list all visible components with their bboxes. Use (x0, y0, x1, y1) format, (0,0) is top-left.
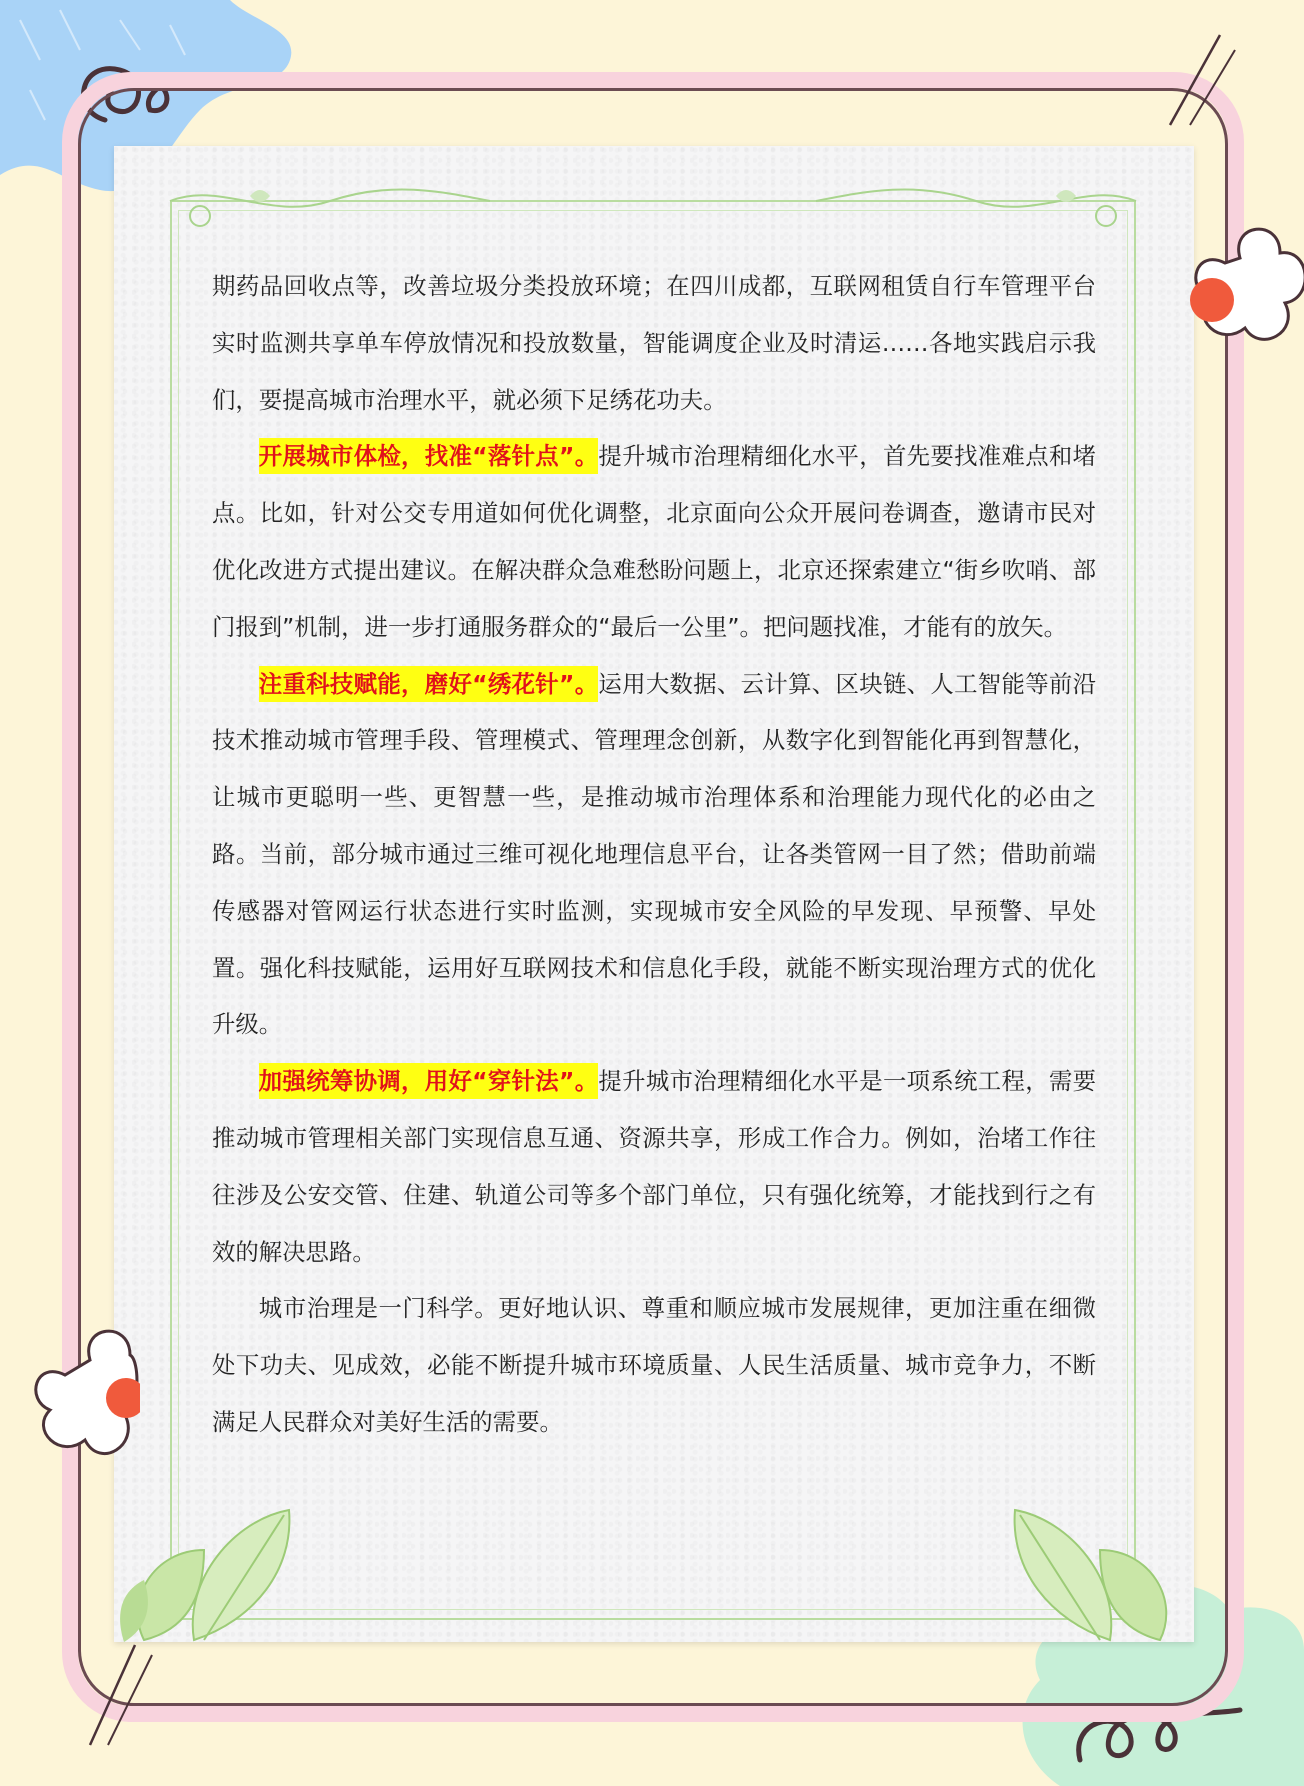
flower-doodle-top-right (1180, 218, 1304, 358)
leaves-bottom-right (990, 1490, 1194, 1642)
leaves-bottom-left (114, 1490, 334, 1642)
paragraph-3 (212, 656, 1096, 1054)
vine-ornament-top (160, 186, 1146, 246)
highlight-heading-3: 注重科技赋能，磨好“绣花针”。 (259, 666, 599, 702)
highlight-heading-4: 加强统筹协调，用好“穿针法”。 (259, 1063, 599, 1099)
paragraph-4-body: 提升城市治理精细化水平是一项系统工程，需要推动城市管理相关部门实现信息互通、资源共享，形成工作合力。例如，治堵工作往往涉及公安交管、住建、轨道公司等多个部门单位，只有强化统筹，才能找到行之有效的解决思路。 (212, 1067, 1097, 1266)
article-body (212, 258, 1096, 1451)
paragraph-5: 城市治理是一门科学。更好地认识、尊重和顺应城市发展规律，更加注重在细微处下功夫、见成效，必能不断提升城市环境质量、人民生活质量、城市竞争力，不断满足人民群众对美好生活的需要。 (212, 1294, 1096, 1436)
highlight-heading-2: 开展城市体检，找准“落针点”。 (259, 438, 599, 474)
paragraph-2 (212, 428, 1096, 655)
scribble-lines-top-right (1160, 30, 1240, 130)
paragraph-3-body: 运用大数据、云计算、区块链、人工智能等前沿技术推动城市管理手段、管理模式、管理理念创新，从数字化到智能化再到智慧化，让城市更聪明一些、更智慧一些，是推动城市治理体系和治理能力现代化的必由之路。当前，部分城市通过三维可视化地理信息平台，让各类管网一目了然；借助前端传感器对管网运行状态进行实时监测，实现城市安全风险的早发现、早预警、早处置。强化科技赋能，运用好互联网技术和信息化手段，就能不断实现治理方式的优化升级。 (212, 669, 1097, 1039)
paragraph-1: 期药品回收点等，改善垃圾分类投放环境；在四川成都，互联网租赁自行车管理平台实时监测共享单车停放情况和投放数量，智能调度企业及时清运……各地实践启示我们，要提高城市治理水平，就必须下足绣花功夫。 (212, 272, 1096, 414)
paragraph-2-body: 提升城市治理精细化水平，首先要找准难点和堵点。比如，针对公交专用道如何优化调整，北京面向公众开展问卷调查，邀请市民对优化改进方式提出建议。在解决群众急难愁盼问题上，北京还探索建立“街乡吹哨、部门报到”机制，进一步打通服务群众的“最后一公里”。把问题找准，才能有的放矢。 (212, 442, 1097, 641)
flower-doodle-bottom-left (30, 1320, 140, 1480)
paragraph-4 (212, 1053, 1096, 1280)
scribble-lines-bottom-left (80, 1640, 160, 1750)
